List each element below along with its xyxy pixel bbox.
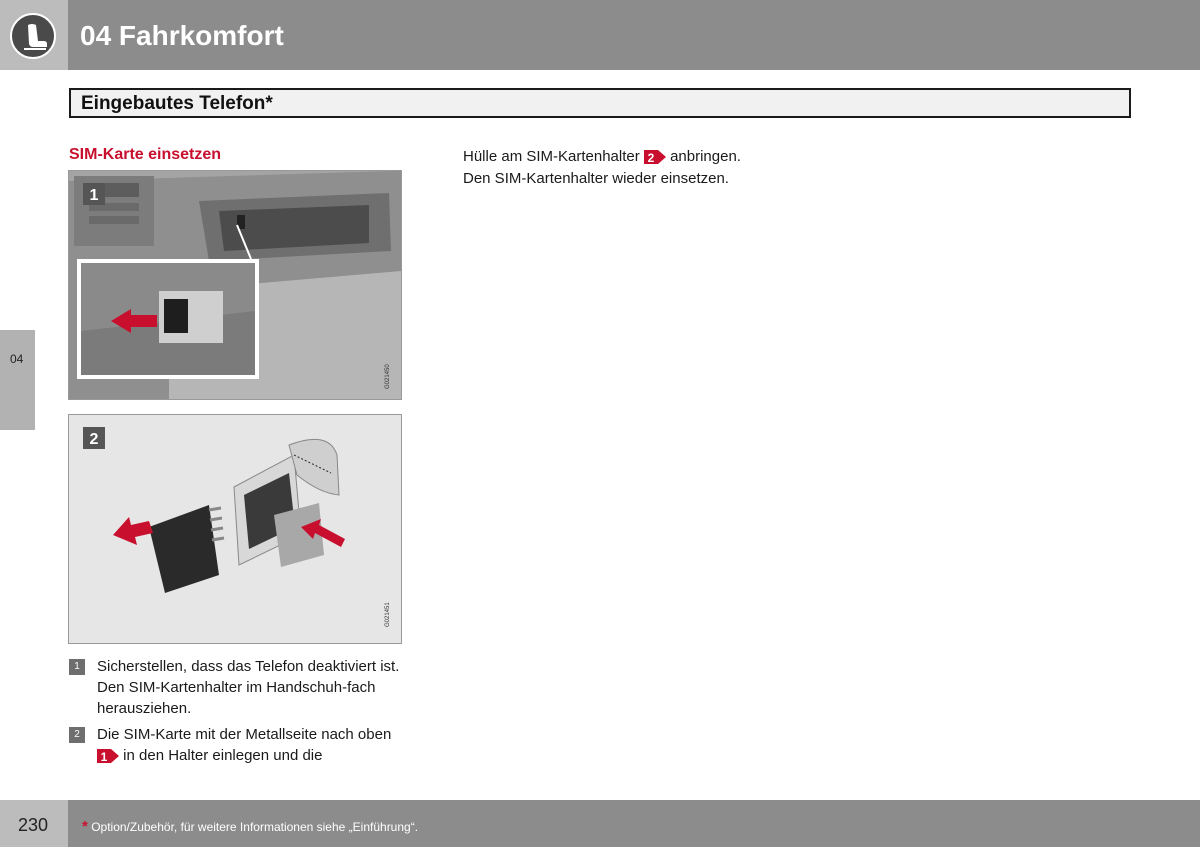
step-2-text [97,724,407,766]
page-number: 230 [18,815,49,835]
step-2-text-before: Die SIM-Karte mit der Metallseite nach oben [97,726,392,743]
right-column-text [463,146,863,190]
figure-2-number: 2 [89,431,99,448]
footer-page-area [0,800,68,847]
header-icon-area [0,0,68,70]
figure-2-code: G021451 [385,602,391,627]
sim-holder-illustration [69,415,401,643]
right-line-2: Den SIM-Kartenhalter wieder einsetzen. [463,170,729,187]
section-title: Eingebautes Telefon* [81,93,273,114]
figure-2-sim-holder [68,414,402,644]
glovebox-illustration [69,171,401,399]
footer-bar [68,800,1200,847]
arrow-marker-icon [644,148,666,166]
svg-text:2: 2 [647,151,655,166]
right-line-1: Hülle am SIM-Kartenhalter 2 anbringen. [463,148,741,166]
svg-text:1: 1 [100,750,108,765]
step-1 [69,656,409,720]
step-1-text: Sicherstellen, dass das Telefon deaktiviert ist. Den SIM-Kartenhalter im Handschuh-fach herausziehen. [97,658,400,717]
seat-icon [10,13,56,59]
footnote-star: * [82,818,88,835]
step-2-number: 2 [69,727,85,743]
figure-1-code: G021450 [385,364,391,389]
figure-1-glovebox [68,170,402,400]
subheading: SIM-Karte einsetzen [69,146,222,163]
chapter-side-tab [0,330,35,430]
footnote-text: Option/Zubehör, für weitere Informationen siehe „Einführung“. [91,820,419,834]
figure-1-number: 1 [89,187,99,204]
step-1-number: 1 [69,659,85,675]
chapter-header [68,0,1200,70]
step-2 [69,724,409,768]
chapter-title: 04 Fahrkomfort [80,20,284,51]
section-heading-box [69,88,1131,118]
step-2-text-after: in den Halter einlegen und die [123,747,323,764]
footnote [82,818,418,835]
arrow-marker-icon [97,747,119,765]
side-tab-label: 04 [10,352,24,366]
